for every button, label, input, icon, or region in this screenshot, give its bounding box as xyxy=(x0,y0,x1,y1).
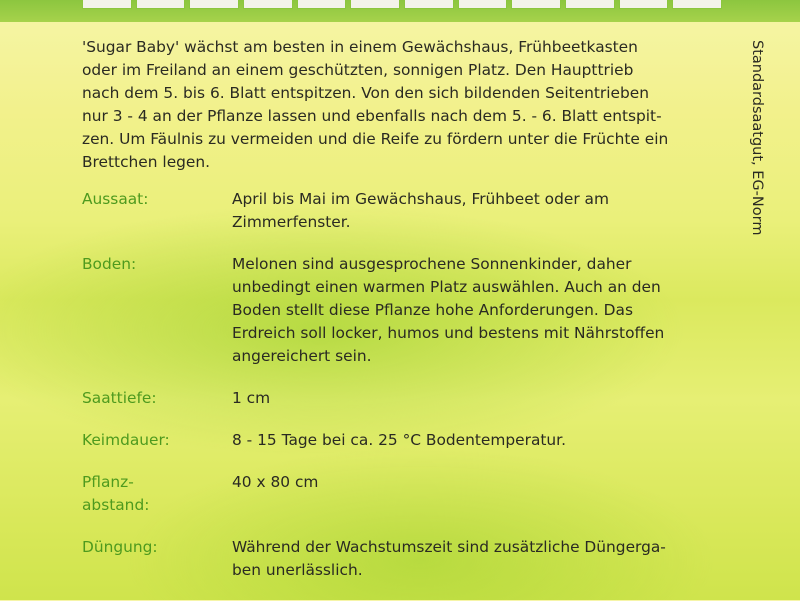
row-label: Aussaat: xyxy=(82,190,149,208)
intro-paragraph: 'Sugar Baby' wächst am besten in einem Gewächshaus, Frühbeetkasten oder im Freiland an einem geschützten, sonnigen Platz. Den Haupttrieb nach dem 5. bis 6. Blatt entspitzen. Von den sich bildenden Seitentrieben nur 3 - 4 an der Pflanze lassen und ebenfalls nach dem 5. - 6. Blatt entspit- zen. Um Fäulnis zu vermeiden und die Reife zu fördern unter die Früchte ein Brettchen legen. xyxy=(82,38,669,171)
info-row-pflanzabstand xyxy=(82,471,732,517)
row-label: Düngung: xyxy=(82,538,158,556)
row-value: 40 x 80 cm xyxy=(232,473,319,491)
info-row-keimdauer xyxy=(82,429,732,452)
calendar-cell xyxy=(243,0,293,9)
row-value: April bis Mai im Gewächshaus, Frühbeet oder am Zimmerfenster. xyxy=(232,190,609,231)
row-label: Keimdauer: xyxy=(82,431,170,449)
row-value: 1 cm xyxy=(232,389,271,407)
info-row-boden xyxy=(82,253,732,368)
calendar-cell xyxy=(136,0,186,9)
calendar-strip xyxy=(82,0,722,9)
calendar-cell xyxy=(297,0,347,9)
calendar-cell xyxy=(82,0,132,9)
calendar-cell xyxy=(350,0,400,9)
row-label: Saattiefe: xyxy=(82,389,157,407)
row-label: Boden: xyxy=(82,255,137,273)
row-value: Melonen sind ausgesprochene Sonnenkinder, daher unbedingt einen warmen Platz auswählen. Auch an den Boden stellt diese Pflanze hohe Anforderungen. Das Erdreich soll locker, humos und bestens mit Nährstoffen angereichert sein. xyxy=(232,255,665,365)
calendar-cell xyxy=(458,0,508,9)
instruction-panel xyxy=(82,36,732,601)
info-row-saattiefe xyxy=(82,387,732,410)
row-value: 8 - 15 Tage bei ca. 25 °C Bodentemperatur. xyxy=(232,431,566,449)
side-label-vertical: Standardsaatgut, EG-Norm xyxy=(749,40,765,236)
info-row-aussaat xyxy=(82,188,732,234)
calendar-cell xyxy=(565,0,615,9)
row-value: Während der Wachstumszeit sind zusätzliche Düngerga- ben unerlässlich. xyxy=(232,538,666,579)
calendar-cell xyxy=(619,0,669,9)
info-row-duengung xyxy=(82,536,732,582)
calendar-cell xyxy=(404,0,454,9)
calendar-cell xyxy=(511,0,561,9)
calendar-cell xyxy=(672,0,722,9)
row-label: Pflanz- abstand: xyxy=(82,473,150,514)
calendar-cell xyxy=(189,0,239,9)
